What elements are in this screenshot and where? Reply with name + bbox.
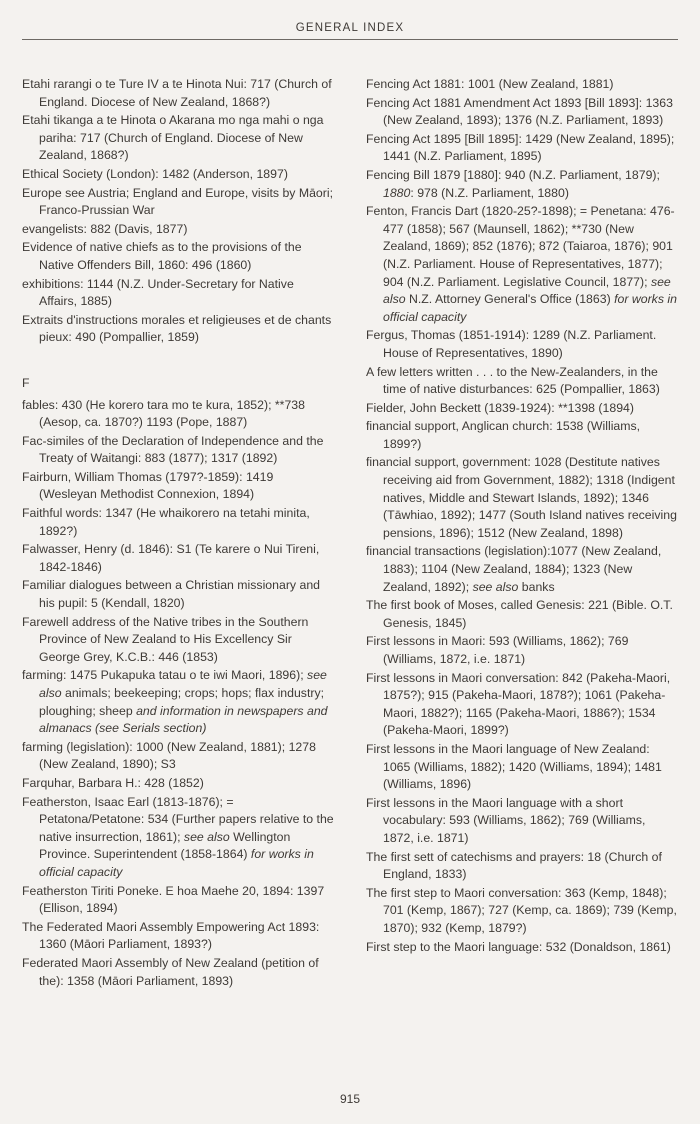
index-entry: The first step to Maori conversation: 363 (Kemp, 1848); 701 (Kemp, 1867); 727 (Kemp, ca. 1869); 739 (Kemp, 1870); 932 (Kemp, 1879?) bbox=[366, 885, 677, 935]
index-entry: Familiar dialogues between a Christian missionary and his pupil: 5 (Kendall, 1820) bbox=[22, 578, 321, 611]
index-entry: First lessons in the Maori language with a short vocabulary: 593 (Williams, 1862); 769 (Williams, 1872, i.e. 1871) bbox=[366, 795, 646, 845]
index-entry: Fac-similes of the Declaration of Independence and the Treaty of Waitangi: 883 (1877); 1317 (1892) bbox=[22, 433, 324, 466]
index-column-right bbox=[366, 76, 678, 957]
entry-text: N.Z. Attorney General's Office (1863) bbox=[405, 292, 615, 307]
index-entry: evangelists: 882 (Davis, 1877) bbox=[22, 221, 188, 236]
entry-text: farming: 1475 Pukapuka tatau o te iwi Maori, 1896); bbox=[22, 668, 308, 683]
italic-text: see also bbox=[39, 668, 327, 700]
index-entry: Ethical Society (London): 1482 (Anderson, 1897) bbox=[22, 166, 288, 181]
index-entry bbox=[22, 794, 334, 882]
index-entry: The first sett of catechisms and prayers: 18 (Church of England, 1833) bbox=[366, 849, 662, 882]
index-entry: First step to the Maori language: 532 (Donaldson, 1861) bbox=[366, 939, 671, 954]
index-entry: Fencing Act 1881: 1001 (New Zealand, 1881) bbox=[366, 77, 614, 91]
page-number: 915 bbox=[339, 1092, 361, 1106]
index-entry: Europe see Austria; England and Europe, visits by Māori; Franco-Prussian War bbox=[22, 185, 334, 218]
index-entry: Fencing Act 1895 [Bill 1895]: 1429 (New Zealand, 1895); 1441 (N.Z. Parliament, 1895) bbox=[366, 131, 675, 164]
index-entry bbox=[366, 203, 678, 326]
index-entry: Federated Maori Assembly of New Zealand (petition of the): 1358 (Māori Parliament, 1893) bbox=[22, 955, 319, 988]
index-entry bbox=[22, 667, 334, 737]
italic-text: see also bbox=[383, 274, 671, 307]
index-entry bbox=[366, 543, 678, 596]
index-entry bbox=[366, 167, 678, 202]
index-entry: fables: 430 (He korero tara mo te kura, 1852); **738 (Aesop, ca. 1870?) 1193 (Pope, 1887) bbox=[22, 397, 305, 430]
index-entry: Fielder, John Beckett (1839-1924): **1398 (1894) bbox=[366, 400, 634, 415]
italic-text: see also bbox=[183, 829, 230, 844]
index-entry: Fencing Act 1881 Amendment Act 1893 [Bill 1893]: 1363 (New Zealand, 1893); 1376 (N.Z. Parliament, 1893) bbox=[366, 95, 673, 128]
index-entry: Farewell address of the Native tribes in the Southern Province of New Zealand to His Excellency Sir George Grey, K.C.B.: 446 (1853) bbox=[22, 614, 309, 664]
index-entry: Faithful words: 1347 (He whaikorero na tetahi minita, 1892?) bbox=[22, 506, 310, 538]
entry-text: Fencing Bill 1879 [1880]: 940 (N.Z. Parliament, 1879); bbox=[366, 167, 660, 182]
index-entry: farming (legislation): 1000 (New Zealand, 1881); 1278 (New Zealand, 1890); S3 bbox=[22, 739, 316, 772]
index-entry: First lessons in the Maori language of New Zealand: 1065 (Williams, 1882); 1420 (Williams, 1894); 1481 (Williams, 1896) bbox=[366, 741, 662, 792]
running-header: GENERAL INDEX bbox=[22, 22, 678, 40]
entry-text: animals; beekeeping; crops; hops; flax industry; ploughing; sheep bbox=[39, 686, 325, 718]
entry-text: financial transactions (legislation):1077 (New Zealand, 1883); 1104 (New Zealand, 1884); 1323 (New Zealand, 1892); bbox=[366, 544, 662, 594]
italic-text: 1880 bbox=[383, 185, 411, 200]
index-entry: The first book of Moses, called Genesis: 221 (Bible. O.T. Genesis, 1845) bbox=[366, 598, 673, 630]
index-entry: Extraits d'instructions morales et religieuses et de chants pieux: 490 (Pompallier, 1859) bbox=[22, 312, 332, 345]
entry-text: banks bbox=[518, 579, 555, 594]
index-entry: financial support, government: 1028 (Destitute natives receiving aid from Government, 1882); 1318 (Indigent natives, Middle and Stewart Islands, 1892); 1346 (Tāwhiao, 1892); 1477 (South Island natives receiving pensions, 1896); 1512 (New Zealand, 1898) bbox=[366, 455, 677, 540]
italic-text: see also bbox=[472, 579, 519, 594]
index-entry: First lessons in Maori: 593 (Williams, 1862); 769 (Williams, 1872, i.e. 1871) bbox=[366, 634, 629, 666]
italic-text: for works in official capacity bbox=[383, 292, 677, 324]
index-entry: Etahi tikanga a te Hinota o Akarana mo nga mahi o nga pariha: 717 (Church of England. Diocese of New Zealand, 1868?) bbox=[22, 113, 324, 163]
index-entry: Falwasser, Henry (d. 1846): S1 (Te karere o Nui Tireni, 1842-1846) bbox=[22, 542, 320, 574]
italic-text: for works in official capacity bbox=[39, 847, 314, 879]
index-entry: The Federated Maori Assembly Empowering Act 1893: 1360 (Māori Parliament, 1893?) bbox=[22, 919, 320, 952]
entry-text: Wellington Province. Superintendent (1858-1864) bbox=[39, 829, 291, 862]
index-entry: Farquhar, Barbara H.: 428 (1852) bbox=[22, 775, 204, 790]
index-group bbox=[22, 397, 334, 991]
index-entry: Etahi rarangi o te Ture IV a te Hinota Nui: 717 (Church of England. Diocese of New Zealand, 1868?) bbox=[22, 77, 332, 109]
index-entry: financial support, Anglican church: 1538 (Williams, 1899?) bbox=[366, 419, 641, 451]
entry-text: Featherston, Isaac Earl (1813-1876); = Petatona/Petatone: 534 (Further papers relative to the native insurrection, 1861); bbox=[22, 794, 334, 844]
index-column-left bbox=[22, 76, 334, 991]
index-entry: A few letters written . . . to the New-Zealanders, in the time of native disturbances: 625 (Pompallier, 1863) bbox=[366, 364, 660, 397]
index-entry: Fergus, Thomas (1851-1914): 1289 (N.Z. Parliament. House of Representatives, 1890) bbox=[366, 328, 657, 360]
italic-text: and information in newspapers and almanacs (see Serials section) bbox=[39, 703, 328, 736]
entry-text: : 978 (N.Z. Parliament, 1880) bbox=[410, 185, 569, 200]
index-entry: Fairburn, William Thomas (1797?-1859): 1419 (Wesleyan Methodist Connexion, 1894) bbox=[22, 469, 274, 502]
section-letter: F bbox=[22, 375, 30, 390]
entry-text: Fenton, Francis Dart (1820-25?-1898); = Penetana: 476-477 (1858); 567 (Maunsell, 1862); **730 (New Zealand, 1869); 852 (1876); 872 (Taiaroa, 1876); 901 (N.Z. Parliament. House of Representatives, 1877); 904 (N.Z. Parliament. Legislative Council, 1877); bbox=[366, 204, 675, 289]
index-entry: First lessons in Maori conversation: 842 (Pakeha-Maori, 1875?); 915 (Pakeha-Maori, 1878?); 1061 (Pakeha-Maori, 1882?); 1165 (Pakeha-Maori, 1886?); 1534 (Pakeha-Maori, 1899?) bbox=[366, 670, 671, 738]
index-entry: Featherston Tiriti Poneke. E hoa Maehe 20, 1894: 1397 (Ellison, 1894) bbox=[22, 883, 325, 916]
index-entry: Evidence of native chiefs as to the provisions of the Native Offenders Bill, 1860: 496 (1860) bbox=[22, 240, 302, 272]
index-entry: exhibitions: 1144 (N.Z. Under-Secretary for Native Affairs, 1885) bbox=[22, 276, 294, 309]
index-group bbox=[22, 76, 334, 347]
